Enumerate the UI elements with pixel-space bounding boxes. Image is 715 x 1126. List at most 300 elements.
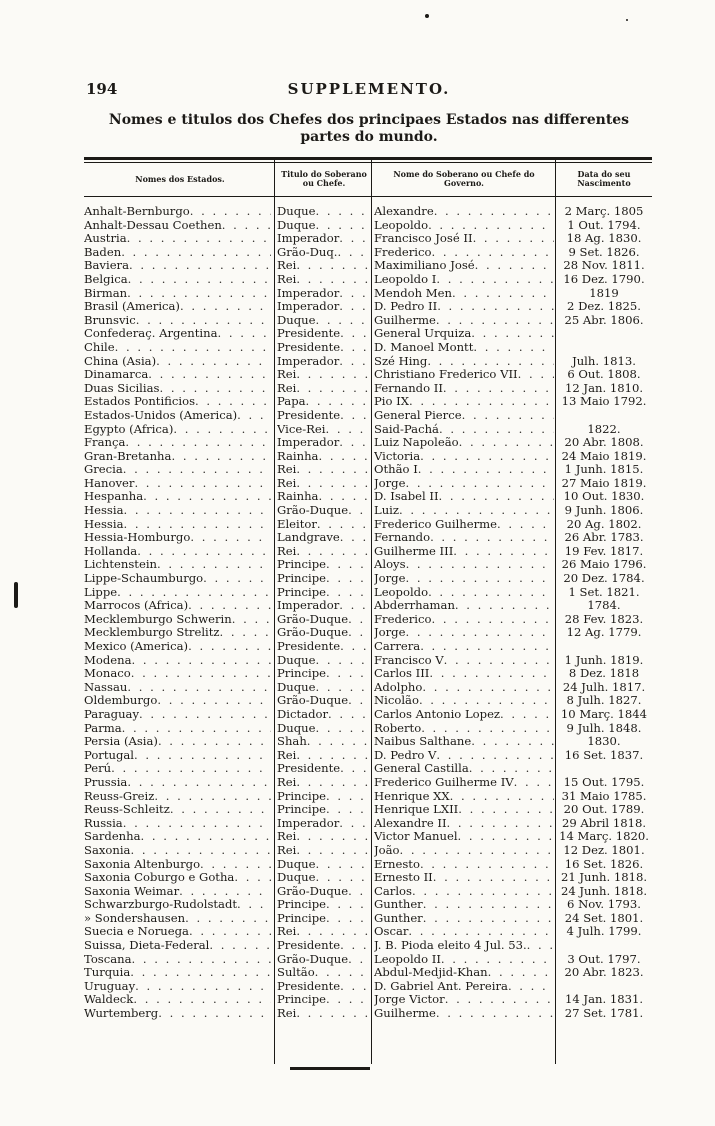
ruler-name-cell (374, 844, 554, 858)
state-name-cell (84, 722, 271, 736)
dot-leader (441, 953, 554, 967)
state-name-cell-text: Lippe-Schaumburgo (84, 572, 204, 586)
dot-leader (455, 599, 554, 613)
dot-leader (124, 518, 272, 532)
birth-date-cell-text: 2 Març. 1805 (564, 205, 644, 218)
birth-date-cell-text: 1 Out. 1794. (567, 218, 641, 232)
table-row (84, 490, 652, 504)
ruler-title-cell (277, 409, 368, 423)
state-name-cell-text: Hessia (84, 517, 124, 531)
state-name-cell (84, 803, 271, 817)
ruler-title-cell-text: Duque (277, 721, 316, 735)
table-row (84, 586, 652, 600)
ruler-name-cell (374, 858, 554, 872)
birth-date-cell-text: 1 Set. 1821. (568, 585, 640, 599)
birth-date-cell (556, 912, 652, 926)
ruler-name-cell-text: D. Manoel Montt (374, 340, 474, 354)
ruler-name-cell-text: Jorge (374, 476, 406, 490)
dot-leader (129, 259, 271, 273)
ruler-title-cell (277, 817, 368, 831)
ruler-name-cell-text: Oscar (374, 925, 409, 939)
dot-leader (222, 219, 271, 233)
ruler-title-cell (277, 436, 368, 450)
birth-date-cell (556, 273, 652, 287)
ruler-title-cell (277, 722, 368, 736)
ruler-title-cell (277, 993, 368, 1007)
dot-leader (123, 817, 271, 831)
dot-leader (316, 722, 368, 736)
dot-leader (340, 939, 368, 953)
dot-leader (316, 654, 368, 668)
dot-leader (422, 681, 554, 695)
birth-date-cell (556, 654, 652, 668)
dot-leader (348, 613, 368, 627)
table-row (84, 355, 652, 369)
dot-leader (409, 395, 554, 409)
state-name-cell-text: Estados Pontificios (84, 395, 196, 409)
ruler-name-cell (374, 395, 554, 409)
ruler-title-cell (277, 327, 368, 341)
ruler-title-cell-text: Duque (277, 871, 316, 885)
dot-leader (179, 885, 271, 899)
ruler-name-cell (374, 599, 554, 613)
ruler-title-cell-text: Rei (277, 544, 297, 558)
table-row (84, 817, 652, 831)
birth-date-cell (556, 586, 652, 600)
dot-leader (154, 790, 271, 804)
state-name-cell-text: China (Asia) (84, 354, 157, 368)
dot-leader (452, 287, 554, 301)
ruler-title-cell (277, 925, 368, 939)
table-row (84, 572, 652, 586)
birth-date-cell-text: Julh. 1813. (572, 354, 636, 368)
state-name-cell (84, 871, 271, 885)
ruler-title-cell (277, 395, 368, 409)
birth-date-cell (556, 382, 652, 396)
dot-leader (326, 790, 368, 804)
table-row (84, 382, 652, 396)
dot-leader (445, 993, 554, 1007)
dot-leader (337, 246, 368, 260)
state-name-cell (84, 232, 271, 246)
ruler-title-cell (277, 912, 368, 926)
birth-date-cell-text: 18 Ag. 1830. (566, 232, 642, 246)
dot-leader (514, 776, 554, 790)
dot-leader (439, 423, 554, 437)
ruler-title-cell-text: Rei (277, 272, 297, 286)
dot-leader (326, 912, 368, 926)
state-name-cell-text: Mexico (America) (84, 640, 189, 653)
ruler-title-cell-text: Rei (277, 259, 297, 273)
state-name-cell-text: Saxonia Weimar (84, 884, 180, 898)
ruler-title-cell (277, 980, 368, 994)
birth-date-cell-text: 6 Nov. 1793. (567, 898, 641, 912)
ruler-title-cell (277, 953, 368, 967)
state-name-cell (84, 953, 271, 967)
birth-date-cell (556, 599, 652, 613)
ruler-name-cell (374, 898, 554, 912)
ruler-title-cell-text: Landgrave (277, 531, 340, 545)
dot-leader (127, 232, 271, 246)
dot-leader (423, 898, 554, 912)
dot-leader (317, 518, 368, 532)
table-row (84, 436, 652, 450)
ruler-name-cell-text: Said-Pachá (374, 422, 439, 436)
ruler-title-cell-text: Shah (277, 735, 307, 749)
column-header-birth: Data do seu Nascimento (577, 169, 631, 188)
state-name-cell (84, 830, 271, 844)
ruler-name-cell (374, 790, 554, 804)
ruler-name-cell (374, 626, 554, 640)
table-row (84, 423, 652, 437)
dot-leader (188, 640, 271, 654)
ruler-name-cell-text: Nicolão (374, 694, 419, 708)
dot-leader (473, 232, 554, 246)
dot-leader (436, 749, 554, 763)
ruler-name-cell (374, 925, 554, 939)
dot-leader (488, 966, 554, 980)
ruler-name-cell (374, 830, 554, 844)
birth-date-cell-text: 19 Fev. 1817. (564, 544, 644, 558)
column-header-state: Nomes dos Estados. (135, 173, 225, 184)
dot-leader (170, 803, 271, 817)
ruler-title-cell-text: Sultão (277, 966, 315, 980)
birth-date-cell (556, 966, 652, 980)
table-row (84, 1007, 652, 1021)
state-name-cell (84, 327, 271, 341)
state-name-cell (84, 504, 271, 518)
dot-leader (497, 518, 554, 532)
ruler-name-cell-text: Jorge (374, 572, 406, 586)
table-row (84, 327, 652, 341)
dot-leader (296, 368, 368, 382)
ruler-title-cell (277, 790, 368, 804)
ruler-title-cell (277, 749, 368, 763)
state-name-cell-text: Persia (Asia) (84, 735, 158, 749)
ruler-name-cell (374, 613, 554, 627)
ruler-name-cell (374, 1007, 554, 1021)
dot-leader (296, 259, 368, 273)
birth-date-cell-text: 27 Set. 1781. (564, 1007, 644, 1021)
state-name-cell (84, 966, 271, 980)
state-name-cell (84, 640, 271, 654)
ruler-title-cell (277, 1007, 368, 1021)
dot-leader (453, 545, 554, 559)
state-name-cell-text: Schwarzburgo-Rudolstadt (84, 898, 238, 912)
state-name-cell-text: Hanover (84, 476, 135, 490)
ruler-name-cell-text: Victor Manuel (374, 830, 458, 844)
ruler-name-cell-text: Carlos (374, 884, 412, 898)
ruler-name-cell-text: Adolpho (374, 680, 423, 694)
ruler-title-cell-text: Imperador (277, 599, 340, 613)
birth-date-cell (556, 246, 652, 260)
ruler-title-cell-text: Presidente (277, 939, 341, 953)
ruler-title-cell-text: Grão-Duque (277, 612, 349, 626)
ruler-title-cell-text: Presidente (277, 340, 341, 354)
birth-date-cell (556, 681, 652, 695)
ruler-name-cell (374, 436, 554, 450)
state-name-cell-text: Toscana (84, 952, 132, 966)
dot-leader (139, 708, 271, 722)
ruler-title-cell (277, 232, 368, 246)
dot-leader (469, 762, 554, 776)
ruler-name-cell (374, 409, 554, 423)
birth-date-cell-text: 1 Junh. 1815. (564, 463, 644, 477)
ruler-title-cell-text: Duque (277, 653, 316, 667)
ruler-name-cell (374, 953, 554, 967)
dot-leader (527, 939, 554, 953)
ruler-title-cell (277, 735, 368, 749)
ruler-title-cell-text: Principe (277, 911, 327, 925)
ruler-name-cell-text: Aloys (374, 558, 406, 572)
birth-date-cell-text: 28 Fev. 1823. (564, 612, 644, 626)
ruler-title-cell (277, 246, 368, 260)
birth-date-cell-text: 26 Abr. 1783. (564, 531, 644, 545)
ruler-title-cell (277, 640, 368, 654)
dot-leader (127, 776, 271, 790)
ruler-name-cell-text: Luiz Napoleão (374, 436, 459, 450)
birth-date-cell (556, 518, 652, 532)
dot-leader (433, 871, 554, 885)
ruler-name-cell (374, 871, 554, 885)
dot-leader (157, 558, 271, 572)
dot-leader (423, 912, 554, 926)
ruler-title-cell (277, 355, 368, 369)
dot-leader (127, 681, 271, 695)
table-row (84, 314, 652, 328)
ruler-title-cell-text: Principe (277, 993, 327, 1007)
birth-date-cell (556, 817, 652, 831)
birth-date-cell-text: 31 Maio 1785. (561, 789, 647, 803)
dot-leader (439, 490, 554, 504)
birth-date-cell (556, 749, 652, 763)
dot-leader (237, 898, 271, 912)
state-name-cell (84, 885, 271, 899)
birth-date-cell (556, 531, 652, 545)
table-row (84, 395, 652, 409)
ruler-name-cell-text: Jorge (374, 626, 406, 640)
state-name-cell (84, 858, 271, 872)
dot-leader (405, 572, 554, 586)
birth-date-cell (556, 423, 652, 437)
birth-date-cell (556, 409, 652, 423)
birth-date-cell-text: 24 Maio 1819. (561, 449, 647, 463)
birth-date-cell-text: 3 Out. 1797. (567, 952, 641, 966)
state-name-cell-text: Marrocos (Africa) (84, 599, 189, 613)
state-name-cell-text: Mecklemburgo Strelitz (84, 626, 220, 640)
birth-date-cell (556, 490, 652, 504)
dot-leader (316, 314, 368, 328)
table-row (84, 599, 652, 613)
state-name-cell (84, 681, 271, 695)
birth-date-cell (556, 613, 652, 627)
table-row (84, 871, 652, 885)
ruler-name-cell (374, 586, 554, 600)
page-number: 194 (86, 80, 118, 98)
birth-date-cell (556, 830, 652, 844)
dot-leader (220, 626, 271, 640)
table-row (84, 776, 652, 790)
ruler-title-cell-text: Principe (277, 803, 327, 817)
ruler-name-cell (374, 450, 554, 464)
ruler-title-cell (277, 300, 368, 314)
birth-date-cell (556, 314, 652, 328)
state-name-cell-text: Perú (84, 762, 112, 776)
state-name-cell (84, 314, 271, 328)
dot-leader (318, 450, 368, 464)
ruler-title-cell-text: Rei (277, 775, 297, 789)
dot-leader (306, 395, 368, 409)
ruler-title-cell-text: Rei (277, 463, 297, 477)
state-name-cell-text: Nassau (84, 680, 128, 694)
ruler-title-cell (277, 654, 368, 668)
state-name-cell (84, 667, 271, 681)
dot-leader (447, 817, 554, 831)
ruler-title-cell-text: Rei (277, 1007, 297, 1021)
dot-leader (508, 980, 554, 994)
ruler-name-cell-text: Szé Hing (374, 354, 428, 368)
state-name-cell (84, 382, 271, 396)
state-name-cell-text: Mecklemburgo Schwerin (84, 612, 232, 626)
table-row (84, 966, 652, 980)
state-name-cell (84, 450, 271, 464)
dot-leader (326, 898, 368, 912)
ruler-name-cell-text: D. Pedro V (374, 748, 437, 762)
birth-date-cell (556, 776, 652, 790)
ruler-title-cell (277, 613, 368, 627)
dot-leader (316, 205, 368, 219)
state-name-cell (84, 287, 271, 301)
ruler-name-cell-text: Henrique LXII (374, 803, 459, 817)
dot-leader (130, 844, 271, 858)
dot-leader (121, 246, 271, 260)
ruler-name-cell (374, 273, 554, 287)
state-name-cell-text: Parma (84, 721, 122, 735)
birth-date-cell-text: 14 Jan. 1831. (564, 993, 644, 1007)
dot-leader (436, 1007, 554, 1021)
ruler-name-cell (374, 667, 554, 681)
ruler-title-cell-text: Rei (277, 748, 297, 762)
table-row (84, 667, 652, 681)
ruler-title-cell-text: Rei (277, 925, 297, 939)
dot-leader (500, 708, 554, 722)
dot-leader (122, 722, 271, 736)
state-name-cell-text: Baviera (84, 259, 130, 273)
state-name-cell (84, 558, 271, 572)
ruler-title-cell-text: Rei (277, 381, 297, 395)
state-name-cell-text: Estados-Unidos (America) (84, 408, 238, 422)
table-row (84, 477, 652, 491)
ruler-name-cell-text: Alexandre (374, 205, 434, 218)
state-name-cell-text: Confederaç. Argentina (84, 327, 218, 341)
dot-leader (427, 355, 554, 369)
state-name-cell-text: Austria (84, 232, 127, 246)
state-name-cell (84, 259, 271, 273)
ruler-title-cell (277, 762, 368, 776)
birth-date-cell (556, 545, 652, 559)
birth-date-cell-text: 21 Junh. 1818. (560, 871, 648, 885)
ruler-name-cell (374, 776, 554, 790)
ruler-name-cell-text: Gunther (374, 911, 423, 925)
dot-leader (157, 694, 271, 708)
birth-date-cell-text: 2 Dez. 1825. (567, 300, 641, 314)
dot-leader (232, 613, 271, 627)
ruler-title-cell-text: Vice-Rei (277, 422, 326, 436)
birth-date-cell (556, 287, 652, 301)
state-name-cell-text: Baden (84, 245, 122, 259)
ruler-name-cell (374, 572, 554, 586)
dot-leader (340, 640, 368, 654)
state-name-cell (84, 735, 271, 749)
birth-date-cell-text: 1 Junh. 1819. (564, 653, 644, 667)
state-name-cell-text: Birman (84, 286, 128, 300)
ruler-title-cell (277, 898, 368, 912)
dot-leader (325, 423, 368, 437)
birth-date-cell (556, 259, 652, 273)
birth-date-cell-text: 8 Dez. 1818 (568, 667, 640, 681)
ruler-title-cell-text: Presidente (277, 979, 341, 993)
birth-date-cell (556, 341, 652, 355)
ruler-title-cell (277, 844, 368, 858)
table-row (84, 259, 652, 273)
state-name-cell (84, 776, 271, 790)
table-row (84, 762, 652, 776)
birth-date-cell-text: 20 Abr. 1823. (564, 966, 644, 980)
dot-leader (237, 409, 271, 423)
state-name-cell-text: Gran-Bretanha (84, 449, 172, 463)
birth-date-cell (556, 980, 652, 994)
table-row (84, 205, 652, 219)
ruler-name-cell-text: General Pierce (374, 408, 462, 422)
ruler-name-cell (374, 300, 554, 314)
ruler-title-cell-text: Imperador (277, 354, 340, 368)
state-name-cell-text: Turquia (84, 966, 131, 980)
dot-leader (209, 939, 271, 953)
ruler-title-cell (277, 572, 368, 586)
ruler-name-cell (374, 558, 554, 572)
ruler-name-cell (374, 477, 554, 491)
dot-leader (348, 504, 368, 518)
ruler-name-cell-text: Frederico (374, 245, 432, 259)
ruler-title-cell-text: Duque (277, 680, 316, 694)
ruler-name-cell-text: Guilherme (374, 313, 436, 327)
ink-speck (626, 19, 628, 21)
state-name-cell (84, 586, 271, 600)
table-row (84, 287, 652, 301)
birth-date-cell (556, 504, 652, 518)
dot-leader (316, 219, 368, 233)
ruler-title-cell-text: Dictador (277, 707, 329, 721)
ruler-name-cell-text: Ernesto II (374, 871, 433, 885)
ruler-name-cell-text: Leopoldo (374, 585, 429, 599)
state-name-cell (84, 980, 271, 994)
ruler-name-cell (374, 735, 554, 749)
dot-leader (339, 436, 368, 450)
ruler-name-cell (374, 966, 554, 980)
ruler-title-cell (277, 871, 368, 885)
dot-leader (185, 912, 271, 926)
state-name-cell-text: Portugal (84, 748, 135, 762)
dot-leader (340, 762, 368, 776)
state-name-cell-text: Belgica (84, 272, 128, 286)
birth-date-cell-text: 25 Abr. 1806. (564, 313, 644, 327)
dot-leader (405, 477, 554, 491)
state-name-cell-text: Reuss-Greiz (84, 789, 155, 803)
dot-leader (296, 463, 368, 477)
ruler-title-cell (277, 341, 368, 355)
ruler-name-cell-text: General Castilla (374, 762, 469, 776)
dot-leader (339, 300, 368, 314)
